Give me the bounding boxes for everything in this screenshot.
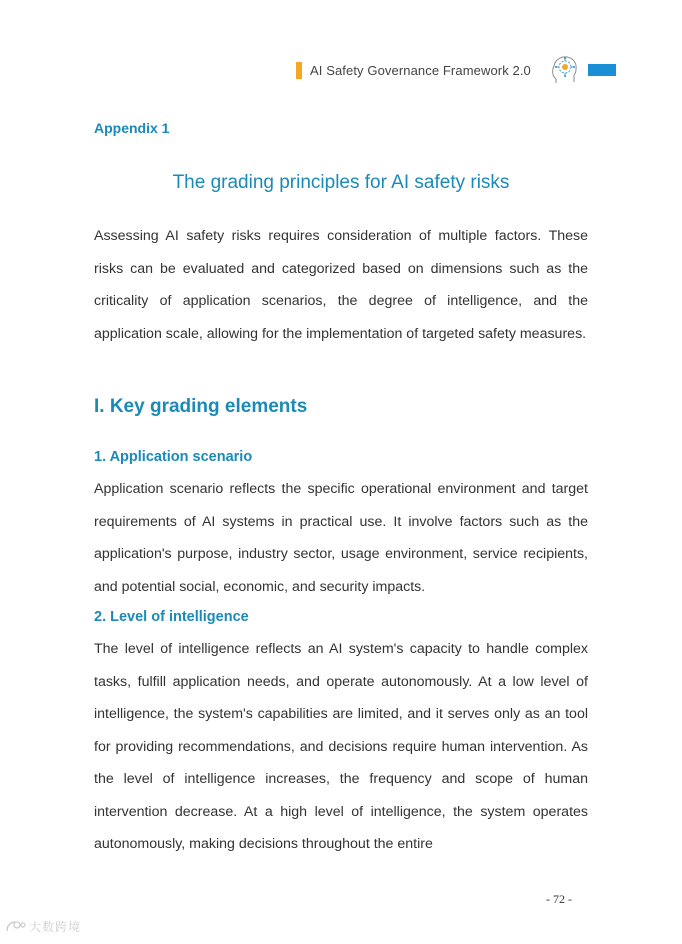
watermark-text: 大数跨境	[29, 920, 82, 934]
watermark	[4, 918, 81, 935]
section-heading: I. Key grading elements	[94, 396, 308, 417]
header-accent-bar	[296, 62, 302, 79]
appendix-label: Appendix 1	[94, 120, 170, 136]
subsection-body-application-scenario: Application scenario reflects the specific operational environment and target requirements of AI systems in practical use. It involve factors such as the application's purpose, industry sector, usage environment, service recipients, and potential social, economic, and security impacts.	[94, 481, 588, 595]
brain-circuit-icon	[548, 52, 582, 86]
header-blue-bar	[588, 64, 616, 76]
watermark-logo-icon	[4, 919, 26, 935]
intro-paragraph: Assessing AI safety risks requires consideration of multiple factors. These risks can be evaluated and categorized based on dimensions such as the criticality of application scenarios, the degree of intelligence, and the application scale, allowing for the implementation of targeted safety measures.	[94, 228, 588, 342]
subsection-heading-application-scenario: 1. Application scenario	[94, 449, 253, 465]
header-title: AI Safety Governance Framework 2.0	[310, 62, 531, 78]
running-header	[296, 60, 531, 80]
document-title: The grading principles for AI safety risks	[172, 172, 510, 193]
subsection-heading-level-of-intelligence: 2. Level of intelligence	[94, 609, 249, 625]
subsection-body-level-of-intelligence: The level of intelligence reflects an AI system's capacity to handle complex tasks, fulfill application needs, and operate autonomously. At a low level of intelligence, the system's capabilities are limited, and it serves only as an tool for providing recommendations, and decisions require human intervention. As the level of intelligence increases, the frequency and scope of human intervention decrease. At a high level of intelligence, the system operates autonomously, making decisions throughout the entire	[94, 641, 588, 852]
page-number: - 72 -	[546, 892, 572, 906]
